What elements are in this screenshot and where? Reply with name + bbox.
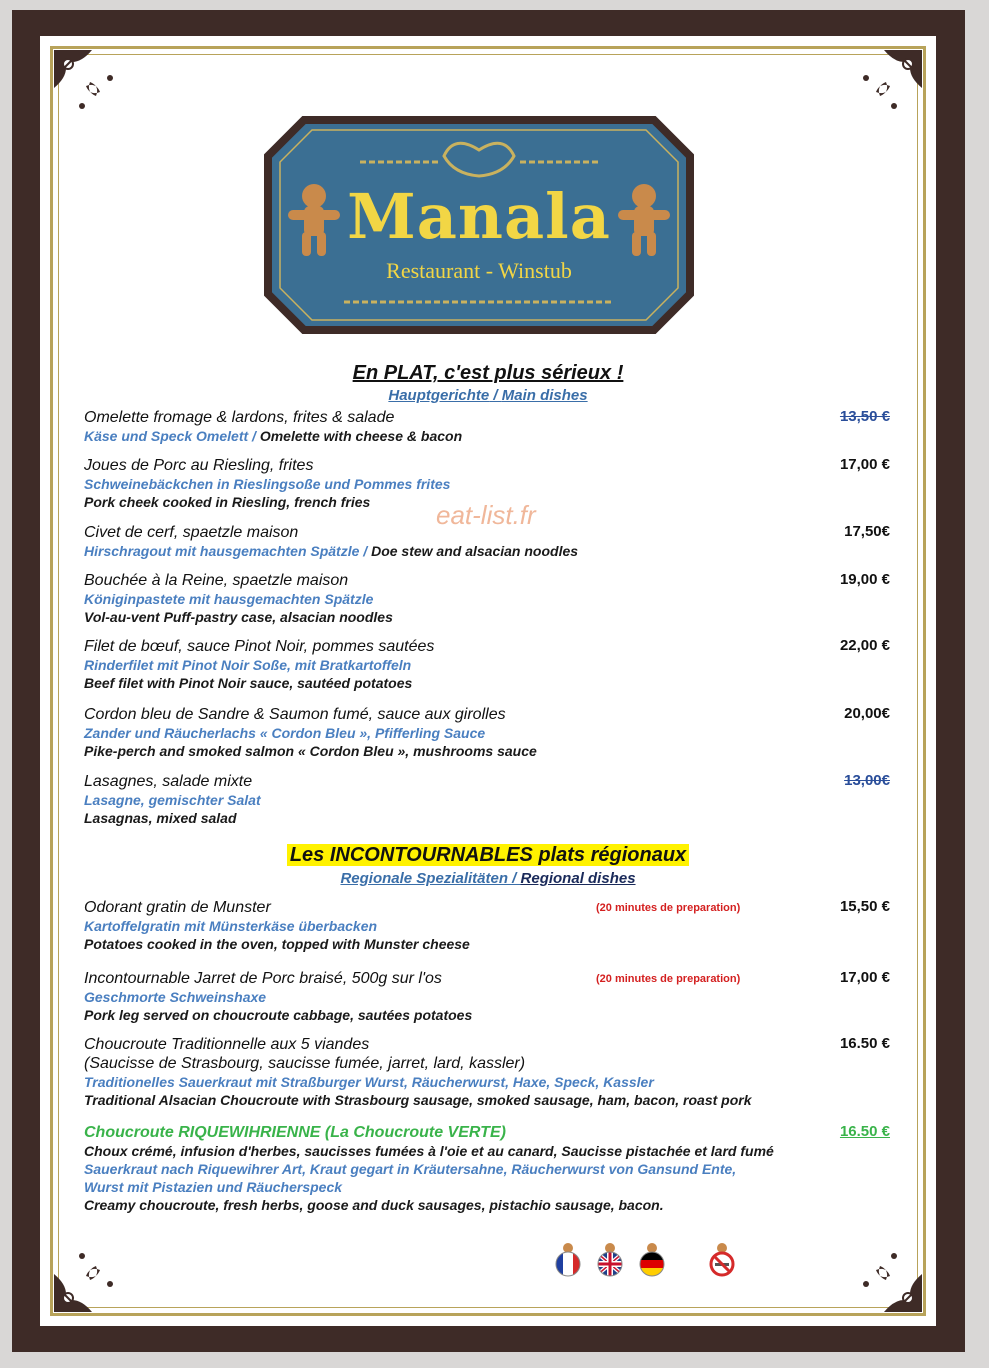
- dish-name-de: Hirschragout mit hausgemachten Spätzle: [84, 543, 360, 559]
- dish-price: 17,00 €: [839, 456, 890, 473]
- dish-name-en: Creamy choucroute, fresh herbs, goose and duck sausages, pistachio sausage, bacon.: [84, 1197, 664, 1213]
- dish-price: 16.50 €: [839, 1123, 890, 1140]
- section-subtitle-regional: [40, 870, 936, 887]
- dish-name-de: Königinpastete mit hausgemachten Spätzle: [84, 591, 374, 607]
- dish-name-de: Traditionelles Sauerkraut mit Straßburger Wurst, Räucherwurst, Haxe, Speck, Kassler: [84, 1074, 654, 1090]
- section-title-text: Les INCONTOURNABLES plats régionaux: [287, 844, 689, 866]
- dish-price: 19,00 €: [839, 571, 890, 588]
- dish-description: Hirschragout mit hausgemachten Spätzle / Doe stew and alsacian noodles: [84, 543, 579, 559]
- dish-name-de: Geschmorte Schweinshaxe: [84, 989, 267, 1005]
- dish-price: 13,00€: [844, 772, 890, 789]
- dish-name: Lasagnes, salade mixte: [84, 773, 253, 790]
- section-title-regional: [40, 844, 936, 867]
- subtitle-en: Main dishes: [501, 387, 588, 404]
- dish-name-fr-detail: Choux crémé, infusion d'herbes, saucisses fumées à l'oie et au canard, Saucisse pistachée et lard fumé: [84, 1143, 774, 1159]
- dish-name-en: Omelette with cheese & bacon: [259, 428, 463, 444]
- corner-ornament-icon: [52, 1234, 132, 1314]
- dish-name: Joues de Porc au Riesling, frites: [84, 457, 314, 474]
- dish-name-detail: (Saucisse de Strasbourg, saucisse fumée, jarret, lard, kassler): [84, 1055, 526, 1072]
- dish-name: Omelette fromage & lardons, frites & salade: [84, 409, 395, 426]
- subtitle-en: Regional dishes: [520, 870, 636, 887]
- dish-price: 15,50 €: [839, 898, 890, 915]
- dish-price: 17,50€: [844, 523, 890, 540]
- dish-name: Bouchée à la Reine, spaetzle maison: [84, 572, 349, 589]
- no-smoking-icon: [708, 1242, 736, 1278]
- dish-name: Incontournable Jarret de Porc braisé, 500g sur l'os: [84, 970, 442, 987]
- dish-name-en: Doe stew and alsacian noodles: [371, 543, 579, 559]
- dish-item: [84, 898, 894, 953]
- dish-name-en: Pike-perch and smoked salmon « Cordon Bleu », mushrooms sauce: [84, 743, 537, 759]
- menu-page: [40, 36, 936, 1326]
- language-badges: [554, 1242, 754, 1282]
- dish-name-en: Lasagnas, mixed salad: [84, 810, 237, 826]
- dish-name-en: Traditional Alsacian Choucroute with Strasbourg sausage, smoked sausage, ham, bacon, roast pork: [84, 1092, 752, 1108]
- section-title-text: En PLAT, c'est plus sérieux !: [352, 362, 624, 384]
- dish-name-en: Vol-au-vent Puff-pastry case, alsacian noodles: [84, 609, 393, 625]
- dish-description: Käse und Speck Omelett / Omelette with cheese & bacon: [84, 428, 463, 444]
- subtitle-sep: /: [489, 387, 502, 404]
- dish-name-en: Pork leg served on choucroute cabbage, sautées potatoes: [84, 1007, 473, 1023]
- dish-name: Cordon bleu de Sandre & Saumon fumé, sauce aux girolles: [84, 706, 506, 723]
- dish-item: [84, 637, 894, 692]
- dish-price: 13,50 €: [839, 408, 890, 425]
- preparation-note: (20 minutes de preparation): [596, 902, 741, 914]
- section-title-main-dishes: [40, 362, 936, 385]
- dish-item: [84, 705, 894, 760]
- dish-name-de: Sauerkraut nach Riquewihrer Art, Kraut gegart in Kräutersahne, Räucherwurst von Gansund Ente,: [84, 1161, 737, 1177]
- corner-ornament-icon: [844, 48, 924, 128]
- dish-name-de: Zander und Räucherlachs « Cordon Bleu », Pfifferling Sauce: [84, 725, 486, 741]
- dish-price: 16.50 €: [839, 1035, 890, 1052]
- dish-item: [84, 772, 894, 827]
- section-subtitle-main-dishes: [40, 387, 936, 404]
- dish-name-de: Schweinebäckchen in Rieslingsoße und Pommes frites: [84, 476, 451, 492]
- dish-name-en: Beef filet with Pinot Noir sauce, sautéed potatoes: [84, 675, 413, 691]
- corner-ornament-icon: [52, 48, 132, 128]
- dish-name-de: Käse und Speck Omelett: [84, 428, 249, 444]
- dish-name-de: Lasagne, gemischter Salat: [84, 792, 261, 808]
- dish-name-en: Pork cheek cooked in Riesling, french fries: [84, 494, 371, 510]
- dish-name: Filet de bœuf, sauce Pinot Noir, pommes sautées: [84, 638, 435, 655]
- subtitle-de: Hauptgerichte: [388, 387, 490, 404]
- dish-price: 22,00 €: [839, 637, 890, 654]
- preparation-note: (20 minutes de preparation): [596, 973, 741, 985]
- logo-subtitle: Restaurant - Winstub: [386, 258, 572, 283]
- dish-name-de: Rinderfilet mit Pinot Noir Soße, mit Bratkartoffeln: [84, 657, 412, 673]
- dish-name: Choucroute Traditionnelle aux 5 viandes: [84, 1036, 370, 1053]
- dish-name: Civet de cerf, spaetzle maison: [84, 524, 299, 541]
- flag-germany-icon: [638, 1242, 666, 1278]
- dish-item: [84, 1035, 894, 1109]
- corner-ornament-icon: [844, 1234, 924, 1314]
- restaurant-logo: [264, 116, 694, 334]
- watermark: eat-list.fr: [436, 500, 536, 530]
- dish-item: [84, 408, 894, 445]
- dish-item: [84, 1123, 894, 1214]
- dish-name: Odorant gratin de Munster: [84, 899, 271, 916]
- dish-name-de-cont: Wurst mit Pistazien und Räucherspeck: [84, 1179, 343, 1195]
- subtitle-sep: /: [508, 870, 521, 887]
- flag-france-icon: [554, 1242, 582, 1278]
- dish-item: [84, 969, 894, 1024]
- dish-name: Choucroute RIQUEWIHRIENNE (La Choucroute VERTE): [84, 1124, 506, 1141]
- subtitle-de: Regionale Spezialitäten: [340, 870, 508, 887]
- flag-uk-icon: [596, 1242, 624, 1278]
- dish-price: 20,00€: [844, 705, 890, 722]
- logo-title: Manala: [347, 180, 611, 253]
- dish-name-en: Potatoes cooked in the oven, topped with Munster cheese: [84, 936, 470, 952]
- dish-price: 17,00 €: [839, 969, 890, 986]
- dish-name-de: Kartoffelgratin mit Münsterkäse überbacken: [84, 918, 378, 934]
- dish-item: [84, 571, 894, 626]
